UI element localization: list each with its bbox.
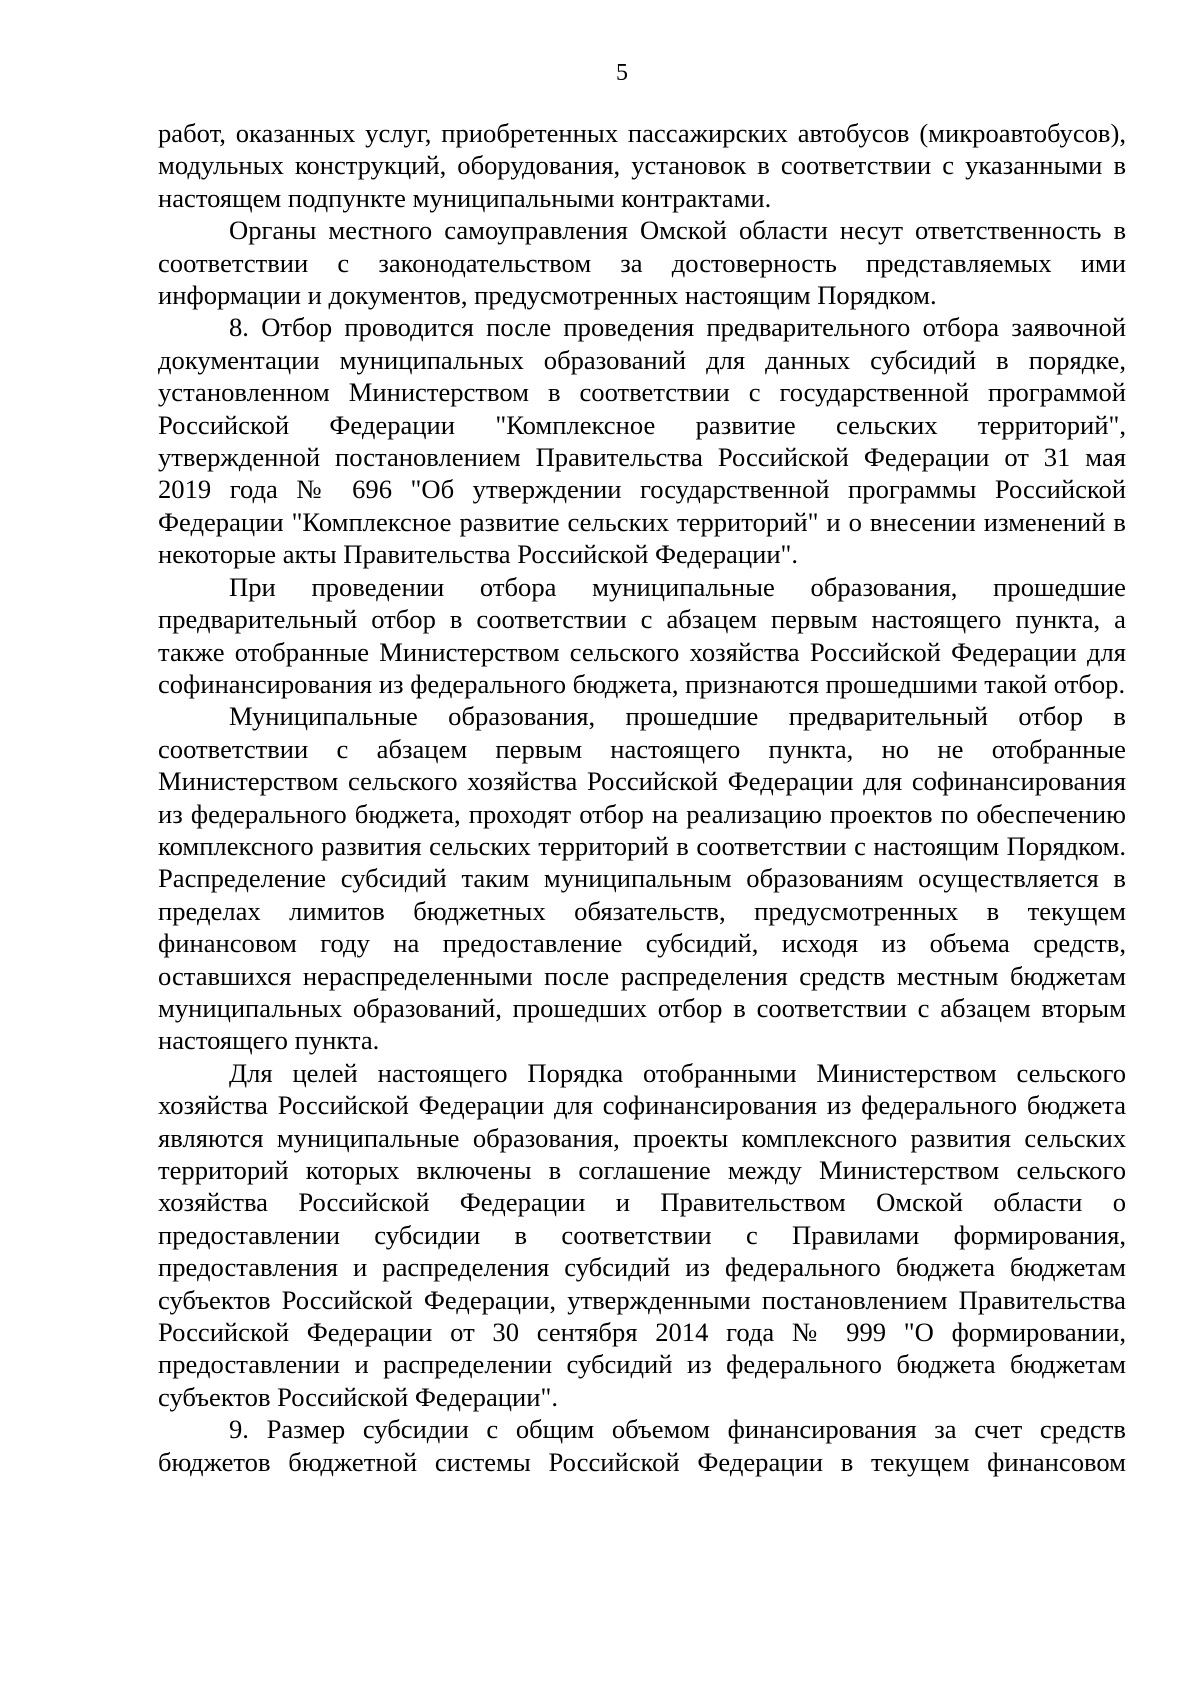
paragraph-selection-passed: При проведении отбора муниципальные образования, прошедшие предварительный отбор в соответствии с абзацем первым настоящего пункта, а также отобранные Министерством сельского хозяйства Российской Федерации для софинансирования из федерального бюджета, признаются прошедшими такой отбор.: [158, 571, 1126, 699]
document-body: [158, 117, 1126, 1478]
page-number: 5: [616, 60, 628, 86]
paragraph-item-9: 9. Размер субсидии с общим объемом финансирования за счет средств бюджетов бюджетной системы Российской Федерации в текущем финансовом: [158, 1414, 1126, 1477]
paragraph-definition: Для целей настоящего Порядка отобранными Министерством сельского хозяйства Российской Федерации для софинансирования из федерального бюджета являются муниципальные образования, проекты комплексного развития сельских территорий которых включены в соглашение между Министерством сельского хозяйства Российской Федерации и Правительством Омской области о предоставлении субсидии в соответствии с Правилами формирования, предоставления и распределения субсидий из федерального бюджета бюджетам субъектов Российской Федерации, утвержденными постановлением Правительства Российской Федерации от 30 сентября 2014 года № 999 "О формировании, предоставлении и распределении субсидий из федерального бюджета бюджетам субъектов Российской Федерации".: [158, 1057, 1126, 1412]
paragraph-not-selected: Муниципальные образования, прошедшие предварительный отбор в соответствии с абзацем первым настоящего пункта, но не отобранные Министерством сельского хозяйства Российской Федерации для софинансирования из федерального бюджета, проходят отбор на реализацию проектов по обеспечению комплексного развития сельских территорий в соответствии с настоящим Порядком. Распределение субсидий таким муниципальным образованиям осуществляется в пределах лимитов бюджетных обязательств, предусмотренных в текущем финансовом году на предоставление субсидий, исходя из объема средств, оставшихся нераспределенными после распределения средств местным бюджетам муниципальных образований, прошедших отбор в соответствии с абзацем вторым настоящего пункта.: [158, 701, 1126, 1056]
paragraph-responsibility: Органы местного самоуправления Омской области несут ответственность в соответствии с законодательством за достоверность представляемых ими информации и документов, предусмотренных настоящим Порядком.: [158, 215, 1126, 311]
paragraph-item-8: 8. Отбор проводится после проведения предварительного отбора заявочной документации муниципальных образований для данных субсидий в порядке, установленном Министерством в соответствии с государственной программой Российской Федерации "Комплексное развитие сельских территорий", утвержденной постановлением Правительства Российской Федерации от 31 мая 2019 года № 696 "Об утверждении государственной программы Российской Федерации "Комплексное развитие сельских территорий" и о внесении изменений в некоторые акты Правительства Российской Федерации".: [158, 312, 1126, 570]
paragraph-contracts-continuation: работ, оказанных услуг, приобретенных пассажирских автобусов (микроавтобусов), модульных конструкций, оборудования, установок в соответствии с указанными в настоящем подпункте муниципальными контрактами.: [158, 118, 1126, 213]
